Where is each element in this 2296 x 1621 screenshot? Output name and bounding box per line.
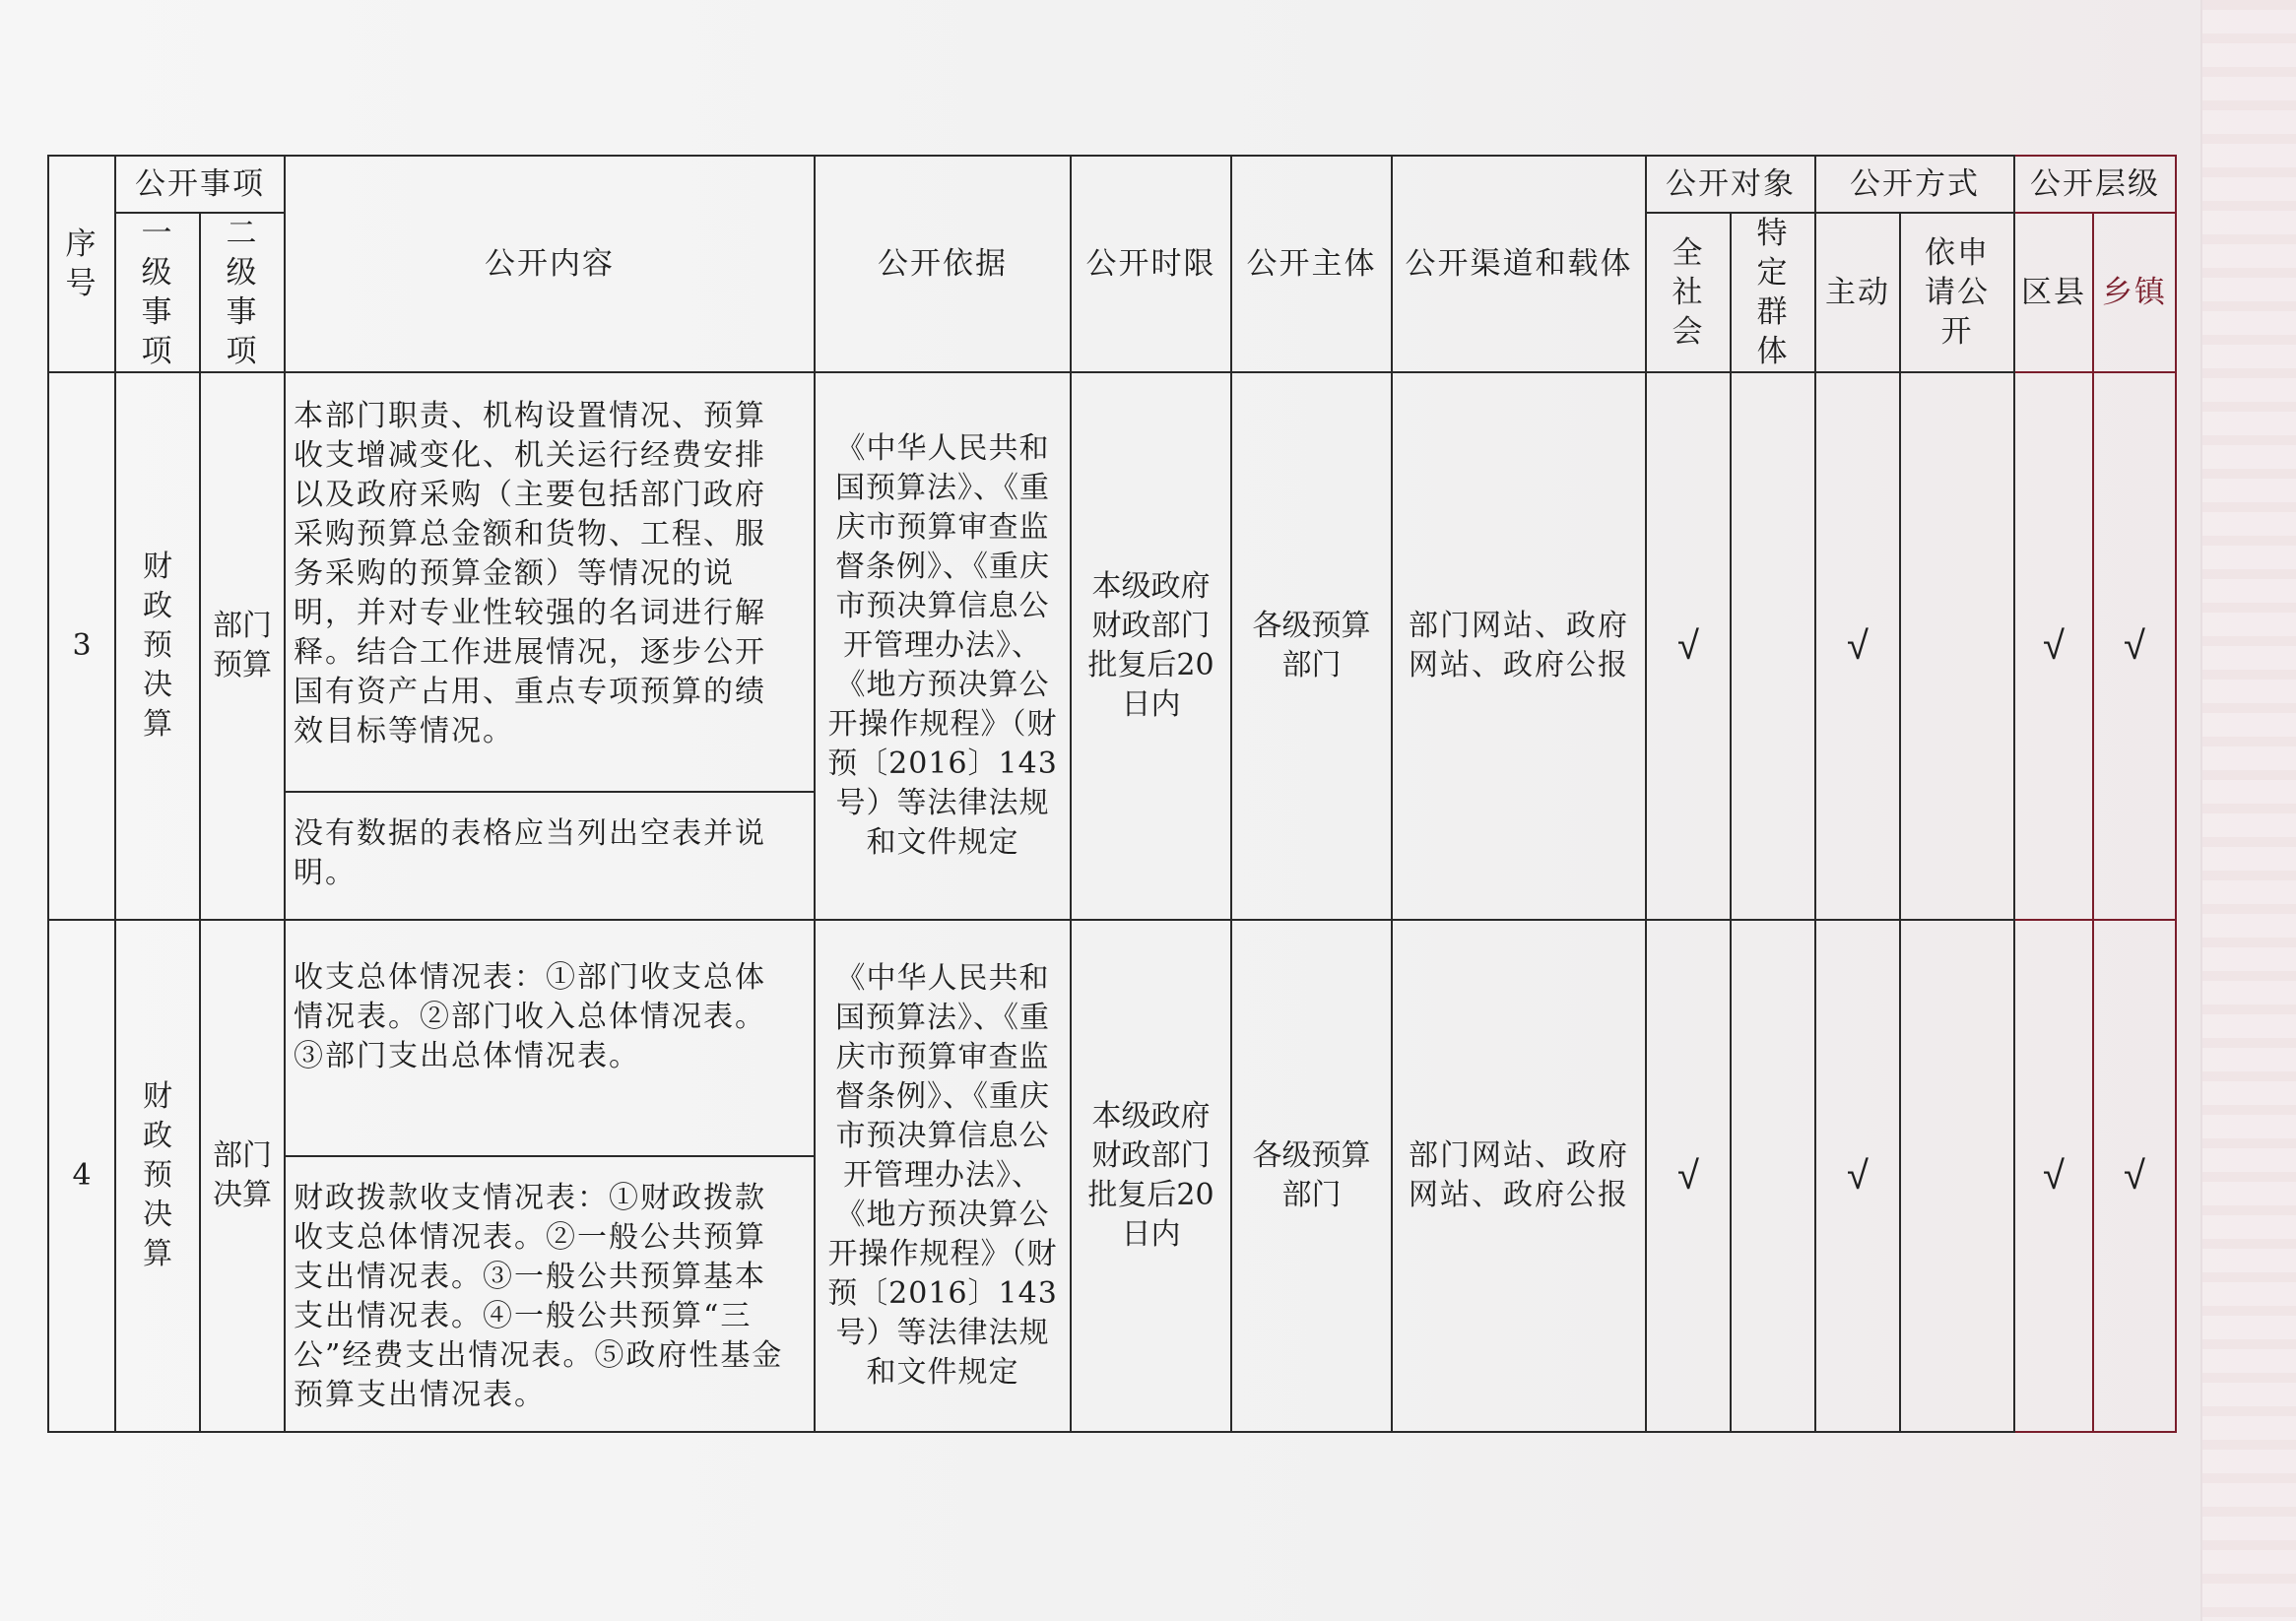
row-target-all: √ [1646, 920, 1731, 1432]
row-content-main: 本部门职责、机构设置情况、预算收支增减变化、机关运行经费安排以及政府采购（主要包括部门政府采购预算总金额和货物、工程、服务采购的预算金额）等情况的说明，并对专业性较强的名词进行解释。结合工作进展情况，逐步公开国有资产占用、重点专项预算的绩效目标等情况。 [285, 372, 815, 792]
header-basis: 公开依据 [815, 156, 1071, 372]
header-matter: 公开事项 [115, 156, 285, 213]
header-target: 公开对象 [1646, 156, 1815, 213]
row-method-request [1900, 372, 2014, 920]
header-level [2014, 156, 2176, 213]
header-level-town: 乡镇 [2093, 213, 2176, 372]
row-channel: 部门网站、政府网站、政府公报 [1392, 372, 1646, 920]
row-level2: 部门决算 [200, 920, 285, 1432]
row-seq: 4 [48, 920, 115, 1432]
row-content-extra: 没有数据的表格应当列出空表并说明。 [285, 792, 815, 920]
page-edge-strip [2202, 0, 2296, 1621]
header-target-group: 特定群体 [1731, 213, 1815, 372]
row-basis: 《中华人民共和国预算法》、《重庆市预算审查监督条例》、《重庆市预决算信息公开管理办法》、《地方预决算公开操作规程》（财预〔2016〕143号）等法律法规和文件规定 [815, 372, 1071, 920]
row-level-county: √ [2014, 372, 2093, 920]
row-target-group [1731, 372, 1815, 920]
row-level1: 财政预决算 [115, 920, 200, 1432]
header-subject: 公开主体 [1231, 156, 1392, 372]
row-content-main: 收支总体情况表：①部门收支总体情况表。②部门收入总体情况表。③部门支出总体情况表。 [285, 920, 815, 1156]
disclosure-table [47, 155, 2177, 1433]
row-level-town: √ [2093, 372, 2176, 920]
row-level-town: √ [2093, 920, 2176, 1432]
header-level2: 二级事项 [200, 213, 285, 372]
header-time-limit: 公开时限 [1071, 156, 1231, 372]
header-level-county: 区县 [2014, 213, 2093, 372]
row-method-active: √ [1815, 920, 1900, 1432]
row-content-extra: 财政拨款收支情况表：①财政拨款收支总体情况表。②一般公共预算支出情况表。③一般公共预算基本支出情况表。④一般公共预算“三公”经费支出情况表。⑤政府性基金预算支出情况表。 [285, 1156, 815, 1432]
header-method-active: 主动 [1815, 213, 1900, 372]
row-channel: 部门网站、政府网站、政府公报 [1392, 920, 1646, 1432]
header-level-text: 公开层级 [2030, 166, 2160, 202]
table-row [48, 920, 2176, 1156]
header-method: 公开方式 [1815, 156, 2014, 213]
row-method-active: √ [1815, 372, 1900, 920]
row-level1: 财政预决算 [115, 372, 200, 920]
header-level1: 一级事项 [115, 213, 200, 372]
header-target-all: 全社会 [1646, 213, 1731, 372]
row-level-county: √ [2014, 920, 2093, 1432]
row-seq: 3 [48, 372, 115, 920]
page-edge-line [2200, 0, 2202, 1621]
row-subject: 各级预算部门 [1231, 920, 1392, 1432]
row-subject: 各级预算部门 [1231, 372, 1392, 920]
row-method-request [1900, 920, 2014, 1432]
header-content: 公开内容 [285, 156, 815, 372]
header-seq: 序号 [48, 156, 115, 372]
table-row [48, 372, 2176, 792]
row-level2: 部门预算 [200, 372, 285, 920]
header-row-1 [48, 156, 2176, 213]
row-time-limit: 本级政府财政部门批复后20日内 [1071, 920, 1231, 1432]
row-target-all: √ [1646, 372, 1731, 920]
row-basis: 《中华人民共和国预算法》、《重庆市预算审查监督条例》、《重庆市预决算信息公开管理办法》、《地方预决算公开操作规程》（财预〔2016〕143号）等法律法规和文件规定 [815, 920, 1071, 1432]
row-time-limit: 本级政府财政部门批复后20日内 [1071, 372, 1231, 920]
header-method-request: 依申请公开 [1900, 213, 2014, 372]
row-target-group [1731, 920, 1815, 1432]
header-channel: 公开渠道和载体 [1392, 156, 1646, 372]
